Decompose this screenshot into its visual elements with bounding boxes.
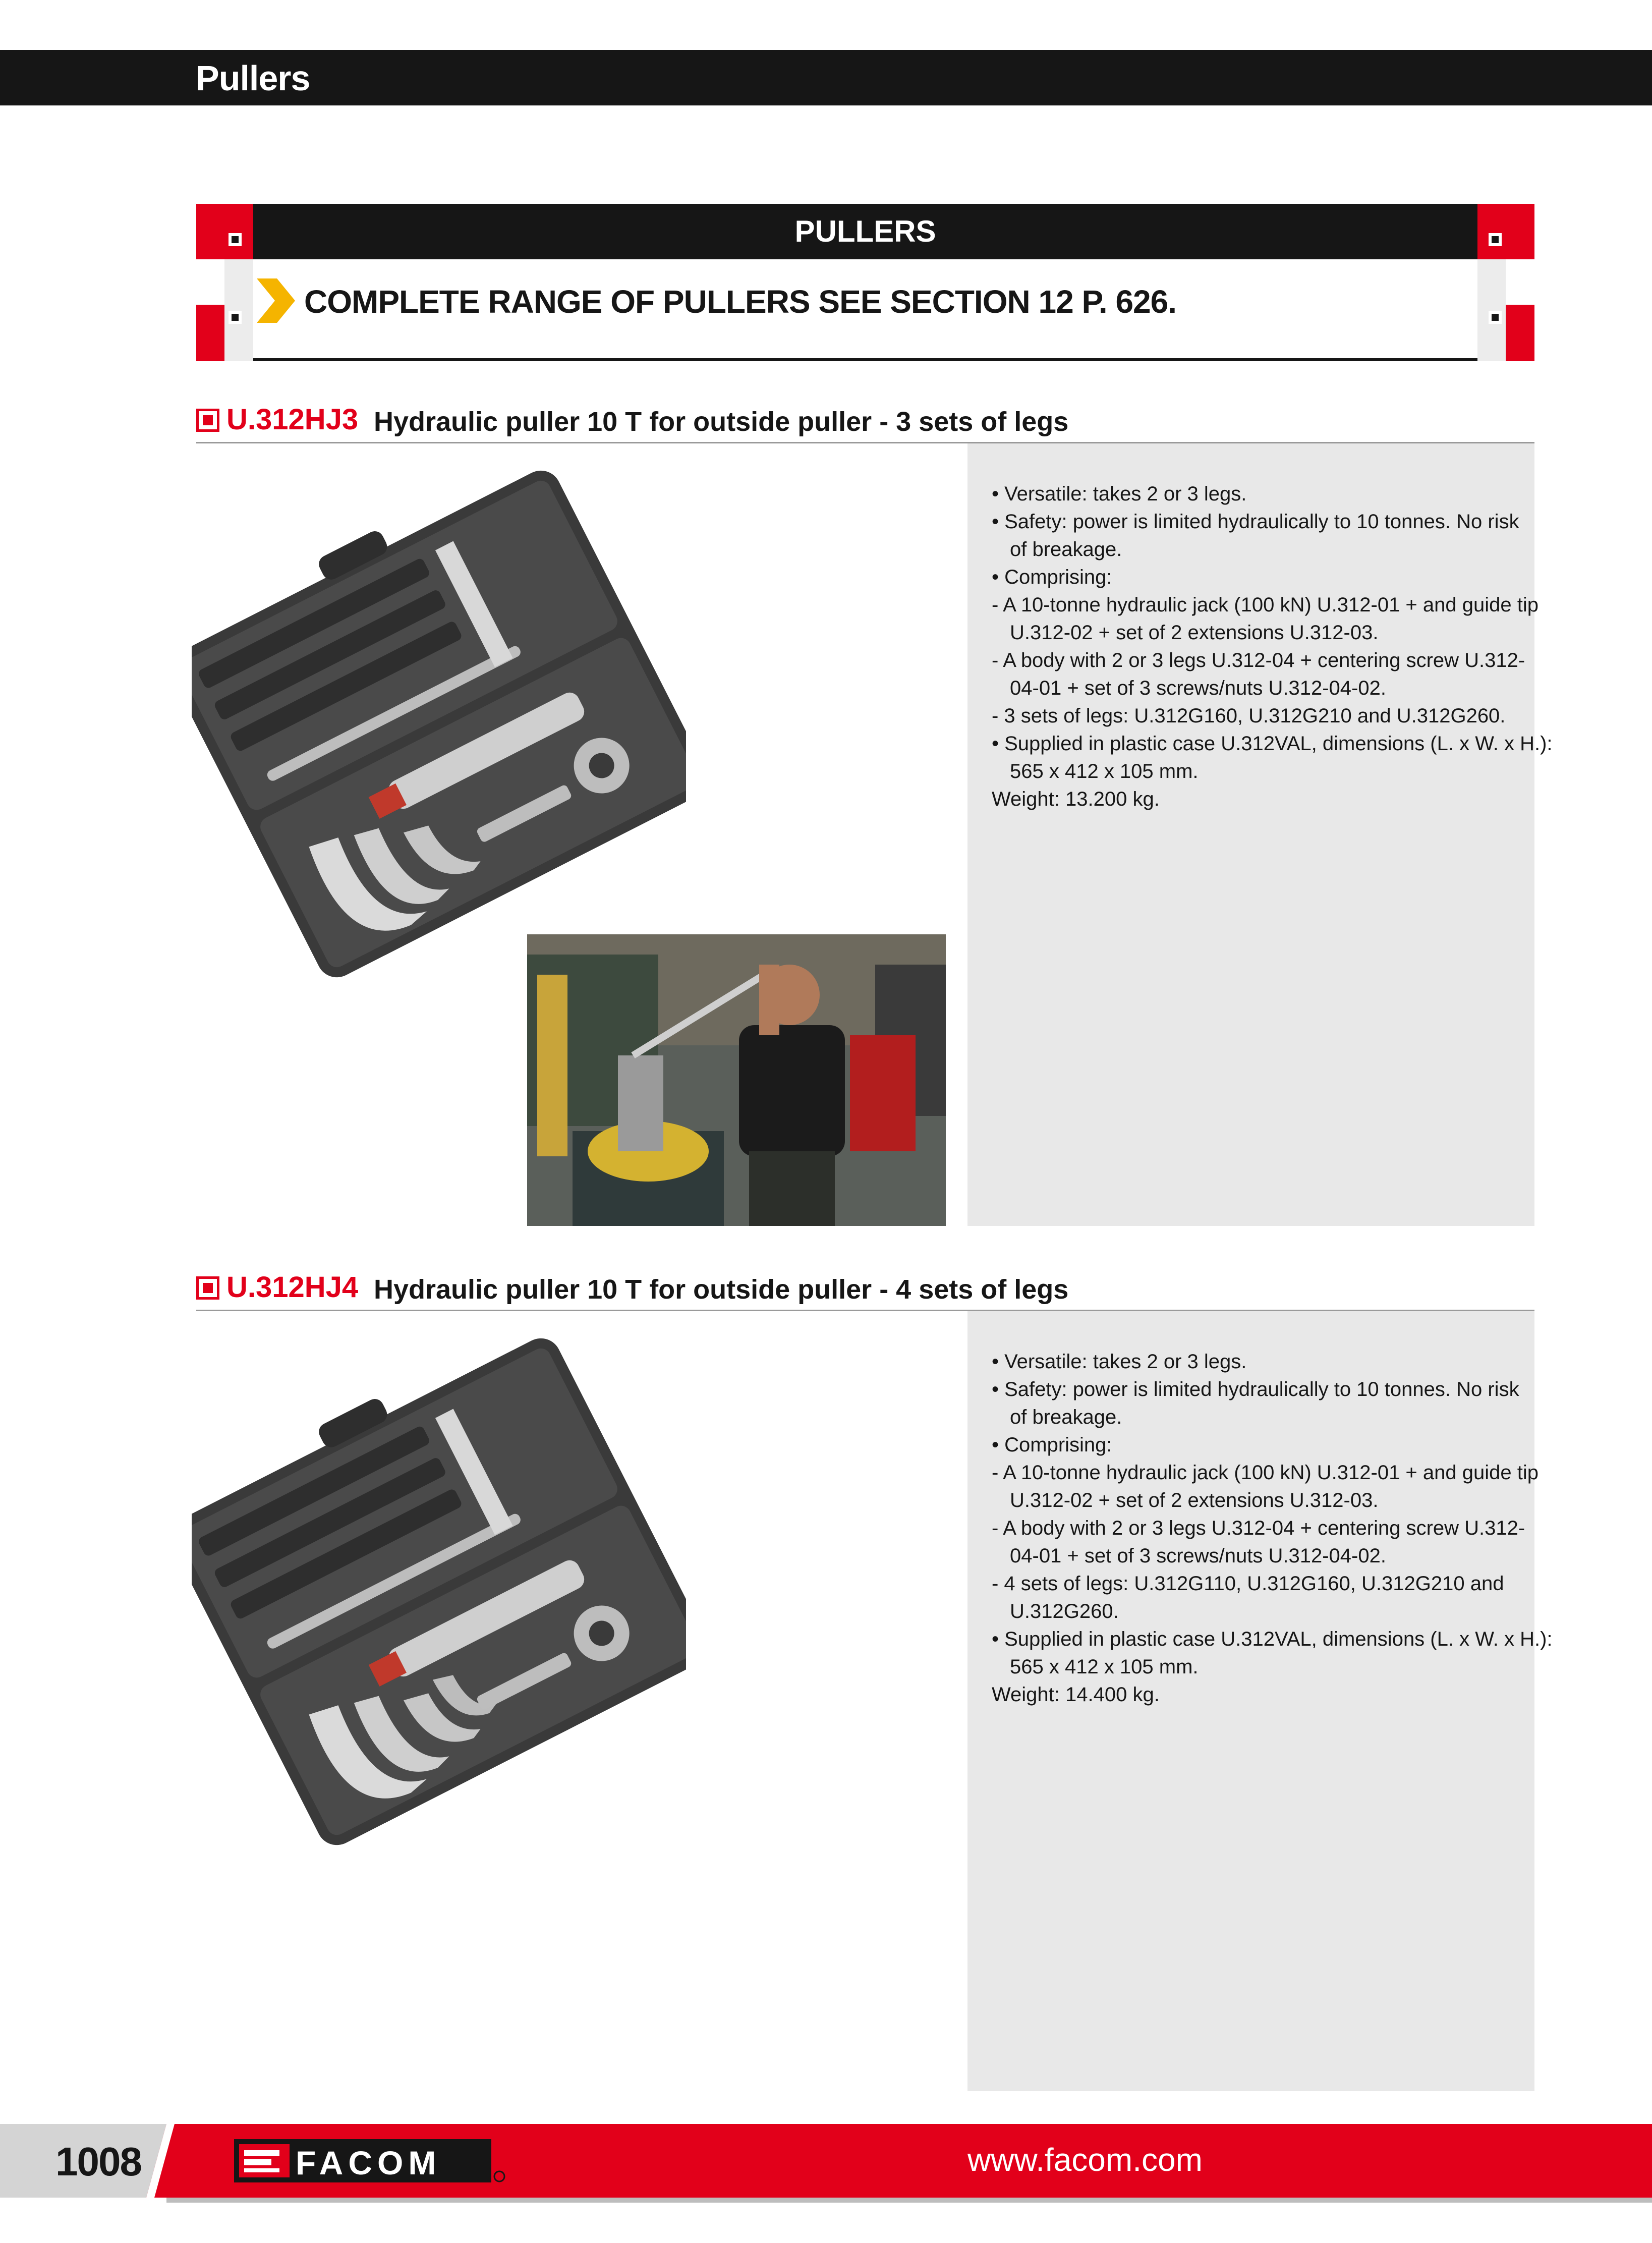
- banner-marker-icon: [229, 233, 242, 246]
- desc-line: - A body with 2 or 3 legs U.312-04 + centering screw U.312-: [992, 649, 1525, 671]
- banner-reference-text: COMPLETE RANGE OF PULLERS SEE SECTION 12 P. 626.: [304, 284, 1176, 320]
- banner-marker-icon: [1489, 311, 1502, 324]
- section-banner: [196, 204, 1534, 361]
- banner-corner-tr: [1477, 204, 1534, 259]
- desc-line: • Supplied in plastic case U.312VAL, dimensions (L. x W. x H.):: [992, 1628, 1553, 1650]
- desc-line: 565 x 412 x 105 mm.: [1010, 760, 1199, 782]
- desc-line: U.312G260.: [1010, 1600, 1119, 1622]
- desc-line: • Supplied in plastic case U.312VAL, dimensions (L. x W. x H.):: [992, 733, 1553, 755]
- footer-website-link[interactable]: www.facom.com: [967, 2142, 1203, 2178]
- product-code: U.312HJ3: [226, 403, 359, 436]
- desc-line: Weight: 13.200 kg.: [992, 788, 1160, 810]
- product-description: [992, 1348, 1553, 1709]
- desc-line: • Comprising:: [992, 1434, 1112, 1456]
- banner-title: PULLERS: [253, 204, 1477, 259]
- desc-line: 04-01 + set of 3 screws/nuts U.312-04-02.: [1010, 677, 1386, 699]
- desc-line: U.312-02 + set of 2 extensions U.312-03.: [1010, 1489, 1379, 1511]
- product-in-use-photo: [527, 934, 946, 1226]
- product-header: [196, 1264, 1534, 1311]
- product-header: [196, 397, 1534, 443]
- desc-line: - A 10-tonne hydraulic jack (100 kN) U.312-01 + and guide tip: [992, 594, 1539, 616]
- desc-line: - 3 sets of legs: U.312G160, U.312G210 and U.312G260.: [992, 705, 1506, 727]
- product-marker-icon: [196, 1276, 219, 1300]
- product-title: Hydraulic puller 10 T for outside puller - 4 sets of legs: [374, 1274, 1069, 1305]
- product-description: [992, 480, 1553, 813]
- desc-line: - 4 sets of legs: U.312G110, U.312G160, U.312G210 and: [992, 1573, 1504, 1595]
- logo-brand-text: FACOM: [296, 2144, 441, 2181]
- page-title: Pullers: [196, 59, 310, 98]
- banner-marker-icon: [229, 311, 242, 324]
- desc-line: - A body with 2 or 3 legs U.312-04 + centering screw U.312-: [992, 1517, 1525, 1539]
- desc-line: of breakage.: [1010, 538, 1122, 560]
- desc-line: 565 x 412 x 105 mm.: [1010, 1656, 1199, 1678]
- desc-line: of breakage.: [1010, 1406, 1122, 1428]
- desc-line: • Versatile: takes 2 or 3 legs.: [992, 483, 1247, 505]
- desc-line: 04-01 + set of 3 screws/nuts U.312-04-02.: [1010, 1545, 1386, 1567]
- footer-divider: [146, 2124, 192, 2198]
- product-case-image: [192, 452, 686, 996]
- footer-bottom-line: [166, 2198, 1652, 2203]
- product-title: Hydraulic puller 10 T for outside puller - 3 sets of legs: [374, 407, 1069, 437]
- desc-line: U.312-02 + set of 2 extensions U.312-03.: [1010, 622, 1379, 644]
- desc-line: • Safety: power is limited hydraulically to 10 tonnes. No risk: [992, 511, 1519, 533]
- desc-line: Weight: 14.400 kg.: [992, 1684, 1160, 1706]
- banner-corner-tl: [196, 204, 253, 259]
- chevron-right-icon: [252, 275, 296, 326]
- desc-line: - A 10-tonne hydraulic jack (100 kN) U.312-01 + and guide tip: [992, 1462, 1539, 1484]
- product-marker-icon: [196, 409, 219, 432]
- desc-line: • Safety: power is limited hydraulically to 10 tonnes. No risk: [992, 1378, 1519, 1400]
- desc-line: • Versatile: takes 2 or 3 legs.: [992, 1351, 1247, 1373]
- product-code: U.312HJ4: [226, 1271, 359, 1304]
- product-case-image: [192, 1319, 686, 1864]
- page-number: 1008: [55, 2139, 141, 2184]
- facom-logo: [234, 2137, 506, 2184]
- banner-marker-icon: [1489, 233, 1502, 246]
- desc-line: • Comprising:: [992, 566, 1112, 588]
